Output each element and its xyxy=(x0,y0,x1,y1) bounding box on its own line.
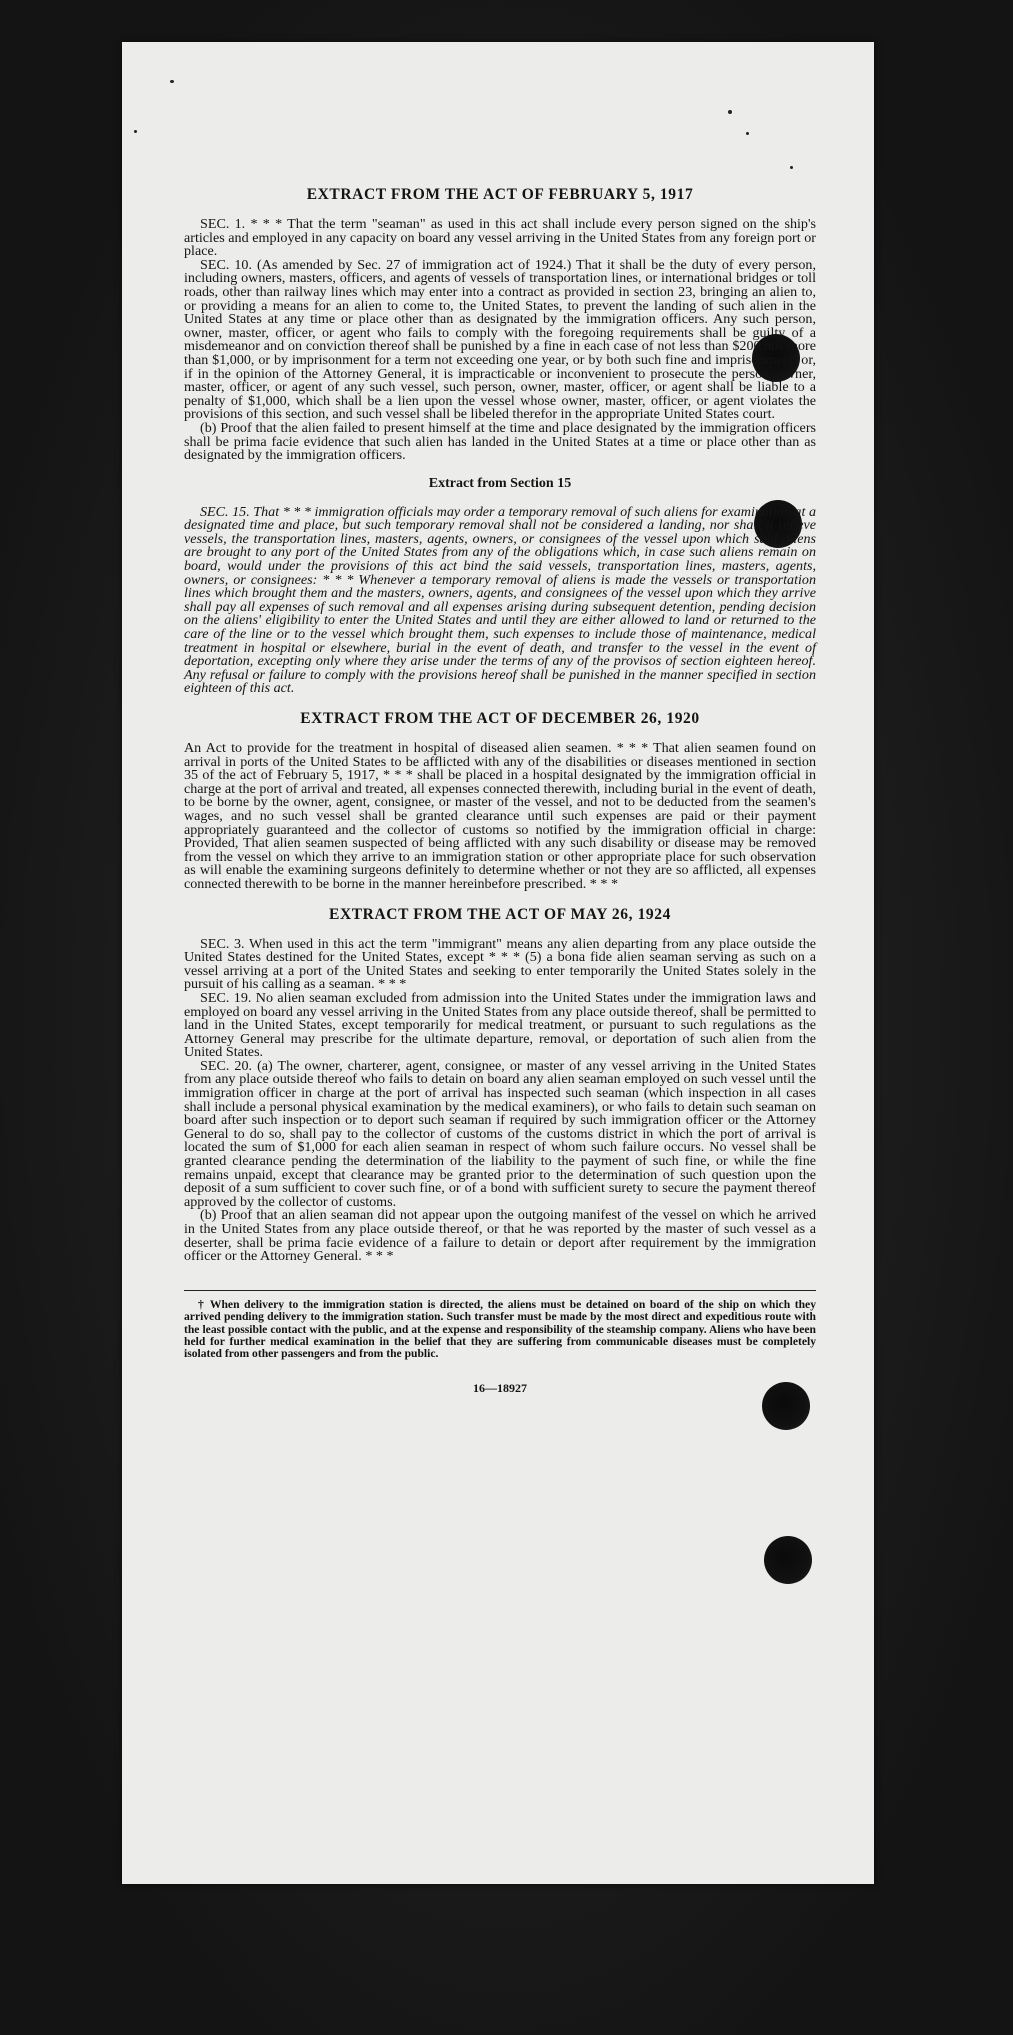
footnote: † When delivery to the immigration station is directed, the aliens must be detained on board of the ship on which they arrived pending delivery to the immigration station. Such transfer must be made by the most direct and expeditious route with the least possible contact with the public, and at the expense and responsibility of the steamship company. Aliens who have been held for further medical examination in the belief that they are suffering from communicable diseases must be completely isolated from other passengers and from the public. xyxy=(184,1297,816,1361)
document-body xyxy=(184,186,816,1396)
paragraph-sec-10b: (b) Proof that the alien failed to present himself at the time and place designated by the immigration officers shall be prima facie evidence that such alien has landed in the United States at a time or place other than as designated by the immigration officers. xyxy=(184,419,816,464)
heading-act-1920: EXTRACT FROM THE ACT OF DECEMBER 26, 1920 xyxy=(300,710,700,727)
form-number: 16—18927 xyxy=(473,1380,527,1395)
paragraph-sec-15: SEC. 15. That * * * immigration officials may order a temporary removal of such aliens for examination at a designated time and place, but such temporary removal shall not be considered a landing, nor shall it relieve vessels, the transportation lines, masters, agents, owners, or consignees of the vessel upon which said aliens are brought to any port of the United States from any of the obligations which, in case such aliens remain on board, would under the provisions of this act bind the said vessels, transportation lines, masters, agents, owners, or consignees: * * * Whenever a temporary removal of aliens is made the vessels or transportation lines which brought them and the masters, owners, agents, and consignees of the vessel upon which they arrive shall pay all expenses of such removal and all expenses arising during subsequent detention, pending decision on the aliens' eligibility to enter the United States and until they are either allowed to land or returned to the care of the line or to the vessel which brought them, such expenses to include those of maintenance, medical treatment in hospital or elsewhere, burial in the event of death, and transfer to the vessel in the event of deportation, excepting only where they arise under the terms of any of the provisos of section eighteen hereof. Any refusal or failure to comply with the provisions hereof shall be punished in the manner specified in section eighteen of this act. xyxy=(184,503,816,697)
paragraph-sec-3: SEC. 3. When used in this act the term "immigrant" means any alien departing from any place outside the United States destined for the United States, except * * * (5) a bona fide alien seaman serving as such on a vessel arriving at a port of the United States and seeking to enter temporarily the United States solely in the pursuit of his calling as a seaman. * * * xyxy=(184,935,816,993)
heading-section-15: Extract from Section 15 xyxy=(428,475,572,491)
scan-speck xyxy=(746,132,749,135)
paragraph-sec-19: SEC. 19. No alien seaman excluded from admission into the United States under the immigration laws and employed on board any vessel arriving in the United States from any place outside thereof, shall be permitted to land in the United States, except temporarily for medical treatment, or pursuant to such regulations as the Attorney General may prescribe for the ultimate departure, removal, or deportation of such alien from the United States. xyxy=(184,989,816,1061)
paragraph-sec-1: SEC. 1. * * * That the term "seaman" as used in this act shall include every person signed on the ship's articles and employed in any capacity on board any vessel arriving in the United States from any foreign port or place. xyxy=(184,216,816,260)
scan-speck xyxy=(728,110,732,114)
heading-act-1917: EXTRACT FROM THE ACT OF FEBRUARY 5, 1917 xyxy=(306,186,694,203)
paragraph-sec-10: SEC. 10. (As amended by Sec. 27 of immigration act of 1924.) That it shall be the duty of every person, including owners, masters, officers, and agents of vessels of transportation lines, or international bridges or toll roads, other than railway lines which may enter into a contract as provided in section 23, bringing an alien to, or providing a means for an alien to come to, the United States, to prevent the landing of such alien in the United States at any time or place other than as designated by the immigration officers. Any such person, owner, master, officer, or agent who fails to comply with the foregoing requirements shall be guilty of a misdemeanor and on conviction thereof shall be punished by a fine in each case of not less than $200 nor more than $1,000, or by imprisonment for a term not exceeding one year, or by both such fine and imprisonment; or, if in the opinion of the Attorney General, it is impracticable or inconvenient to prosecute the person, owner, master, officer, or agent of any such vessel, such person, owner, master, officer, or agent shall be liable to a penalty of $1,000, which shall be a lien upon the vessel whose owner, master, officer, or agent violates the provisions of this section, and such vessel shall be libeled therefor in the appropriate United States court. xyxy=(184,256,816,423)
footnote-divider xyxy=(184,1290,816,1291)
punch-hole xyxy=(764,1536,812,1584)
scan-speck xyxy=(170,80,174,83)
paragraph-act-1920: An Act to provide for the treatment in hospital of diseased alien seamen. * * * That alien seamen found on arrival in ports of the United States to be afflicted with any of the disabilities or diseases mentioned in section 35 of the act of February 5, 1917, * * * shall be placed in a hospital designated by the immigration official in charge at the port of arrival and treated, all expenses connected therewith, including burial in the event of death, to be borne by the owner, agent, consignee, or master of the vessel, and not to be deducted from the seamen's wages, and no such vessel shall be granted clearance until such expenses are paid or their payment appropriately guaranteed and the collector of customs so notified by the immigration official in charge: Provided, That alien seamen suspected of being afflicted with any such disability or disease may be removed from the vessel on which they arrive to an immigration station or other appropriate place for such observation as will enable the examining surgeons definitely to determine whether or not they are so afflicted, all expenses connected therewith to be borne in the manner hereinbefore prescribed. * * * xyxy=(184,740,816,892)
paragraph-sec-20a: SEC. 20. (a) The owner, charterer, agent, consignee, or master of any vessel arriving in the United States from any place outside thereof who fails to detain on board any alien seaman employed on such vessel until the immigration officer in charge at the port of arrival has inspected such seaman (which inspection in all cases shall include a personal physical examination by the medical examiners), or who fails to detain such seaman on board after such inspection or to deport such seaman if required by such immigration officer or the Attorney General to do so, shall pay to the collector of customs of the customs district in which the port of arrival is located the sum of $1,000 for each alien seaman in respect of whom such failure occurs. No vessel shall be granted clearance pending the determination of the liability to the payment of such fine, or while the fine remains unpaid, except that clearance may be granted prior to the determination of such question upon the deposit of a sum sufficient to cover such fine, or of a bond with sufficient surety to secure the payment thereof approved by the collector of customs. xyxy=(184,1057,816,1210)
heading-act-1924: EXTRACT FROM THE ACT OF MAY 26, 1924 xyxy=(329,905,671,923)
document-page xyxy=(122,42,874,1884)
scan-speck xyxy=(134,130,137,133)
paragraph-sec-20b: (b) Proof that an alien seaman did not appear upon the outgoing manifest of the vessel on which he arrived in the United States from any place outside thereof, or that he was reported by the master of such vessel as a deserter, shall be prima facie evidence of a failure to detain or deport after requirement by the immigration officer or the Attorney General. * * * xyxy=(184,1207,816,1265)
scan-speck xyxy=(790,166,793,169)
